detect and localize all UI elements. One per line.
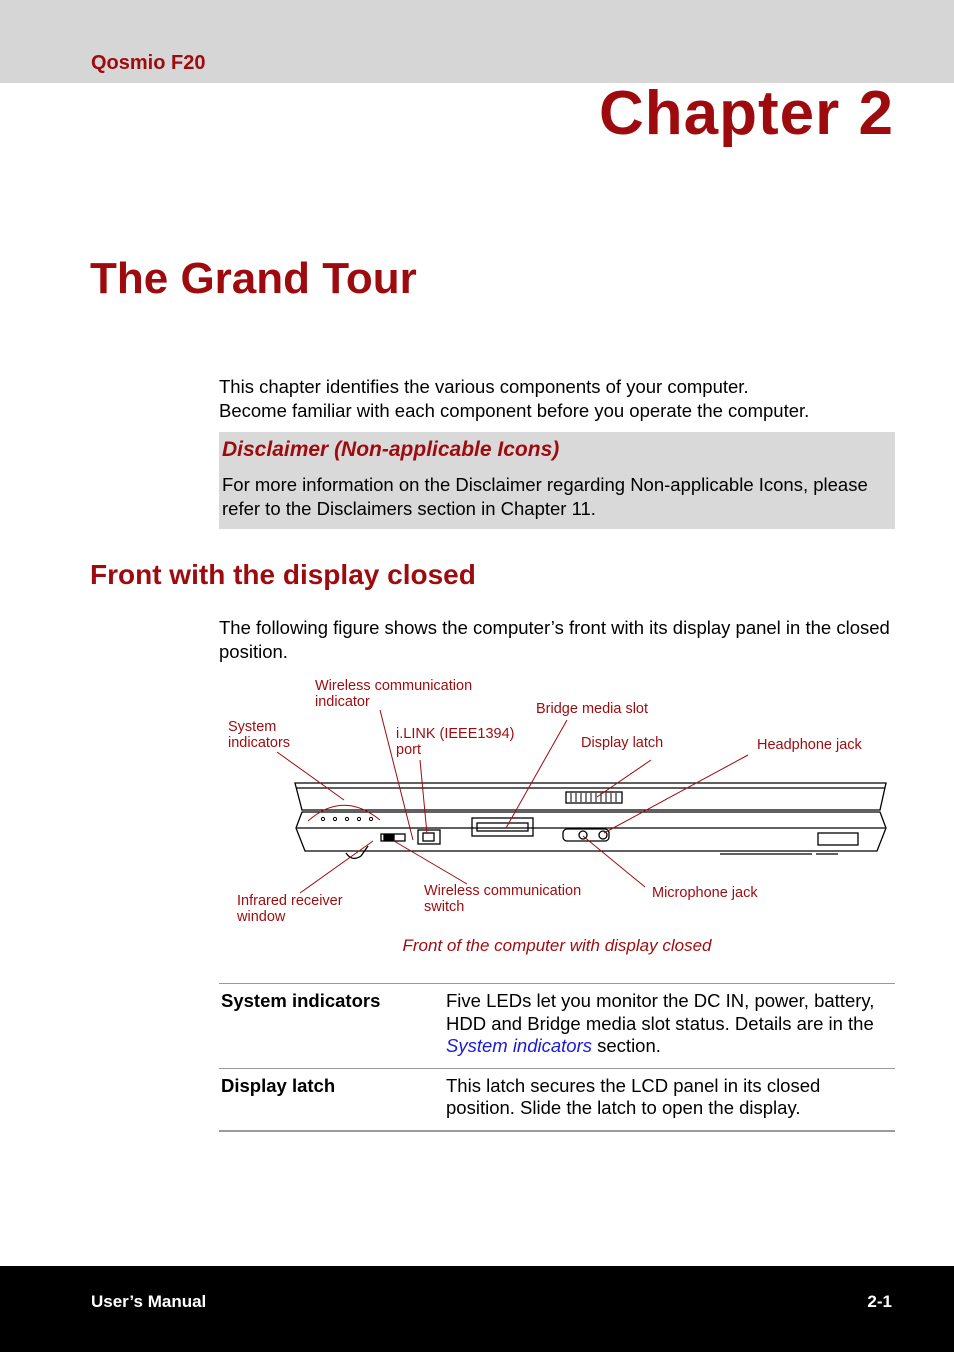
component-table <box>219 983 895 1132</box>
term-system-indicators: System indicators <box>221 990 381 1011</box>
disclaimer-body: For more information on the Disclaimer regarding Non-applicable Icons, please refer to the Disclaimers section in Chapter 11. <box>222 474 868 519</box>
section-intro: The following figure shows the computer’s front with its display panel in the closed position. <box>219 617 890 662</box>
desc-text-end: section. <box>592 1035 661 1056</box>
footer-manual-title: User’s Manual <box>91 1292 207 1311</box>
label-wireless-switch-2: switch <box>424 899 465 915</box>
intro-paragraph <box>219 375 899 422</box>
label-system-indicators-1: System <box>228 719 277 735</box>
disclaimer-title: Disclaimer (Non-applicable Icons) <box>222 438 560 461</box>
label-infrared-2: window <box>237 909 286 925</box>
label-microphone: Microphone jack <box>652 885 758 901</box>
table-row <box>219 1068 895 1131</box>
product-name: Qosmio F20 <box>91 52 206 74</box>
label-headphone: Headphone jack <box>757 737 862 753</box>
desc-system-indicators <box>444 984 895 1069</box>
desc-display-latch: This latch secures the LCD panel in its closed position. Slide the latch to open the display. <box>446 1074 821 1118</box>
laptop-illustration <box>295 783 886 858</box>
label-wireless-switch-1: Wireless communication <box>424 883 582 899</box>
label-system-indicators-2: indicators <box>228 735 291 751</box>
label-bridge-media: Bridge media slot <box>536 701 649 717</box>
page-title: The Grand Tour <box>90 254 417 303</box>
figure-caption: Front of the computer with display closed <box>402 936 712 955</box>
label-ilink-2: port <box>396 742 421 758</box>
system-indicators-link[interactable]: System indicators <box>446 1035 592 1056</box>
page-number: 2-1 <box>867 1292 892 1311</box>
intro-line-2: Become familiar with each component before you operate the computer. <box>219 399 810 421</box>
leader-lines <box>277 710 748 893</box>
table-row <box>219 984 895 1069</box>
disclaimer-box <box>219 432 895 529</box>
label-display-latch: Display latch <box>581 735 664 751</box>
label-wireless-indicator-2: indicator <box>315 694 370 710</box>
chapter-title: Chapter 2 <box>599 79 894 148</box>
label-ilink-1: i.LINK (IEEE1394) <box>396 726 515 742</box>
term-display-latch: Display latch <box>221 1074 336 1096</box>
desc-text: Five LEDs let you monitor the DC IN, power, battery, HDD and Bridge media slot status. Details are in the <box>446 990 875 1034</box>
label-wireless-indicator-1: Wireless communication <box>315 678 473 694</box>
intro-line-1: This chapter identifies the various components of your computer. <box>219 376 749 397</box>
section-title: Front with the display closed <box>90 559 476 590</box>
label-infrared-1: Infrared receiver <box>237 893 343 909</box>
